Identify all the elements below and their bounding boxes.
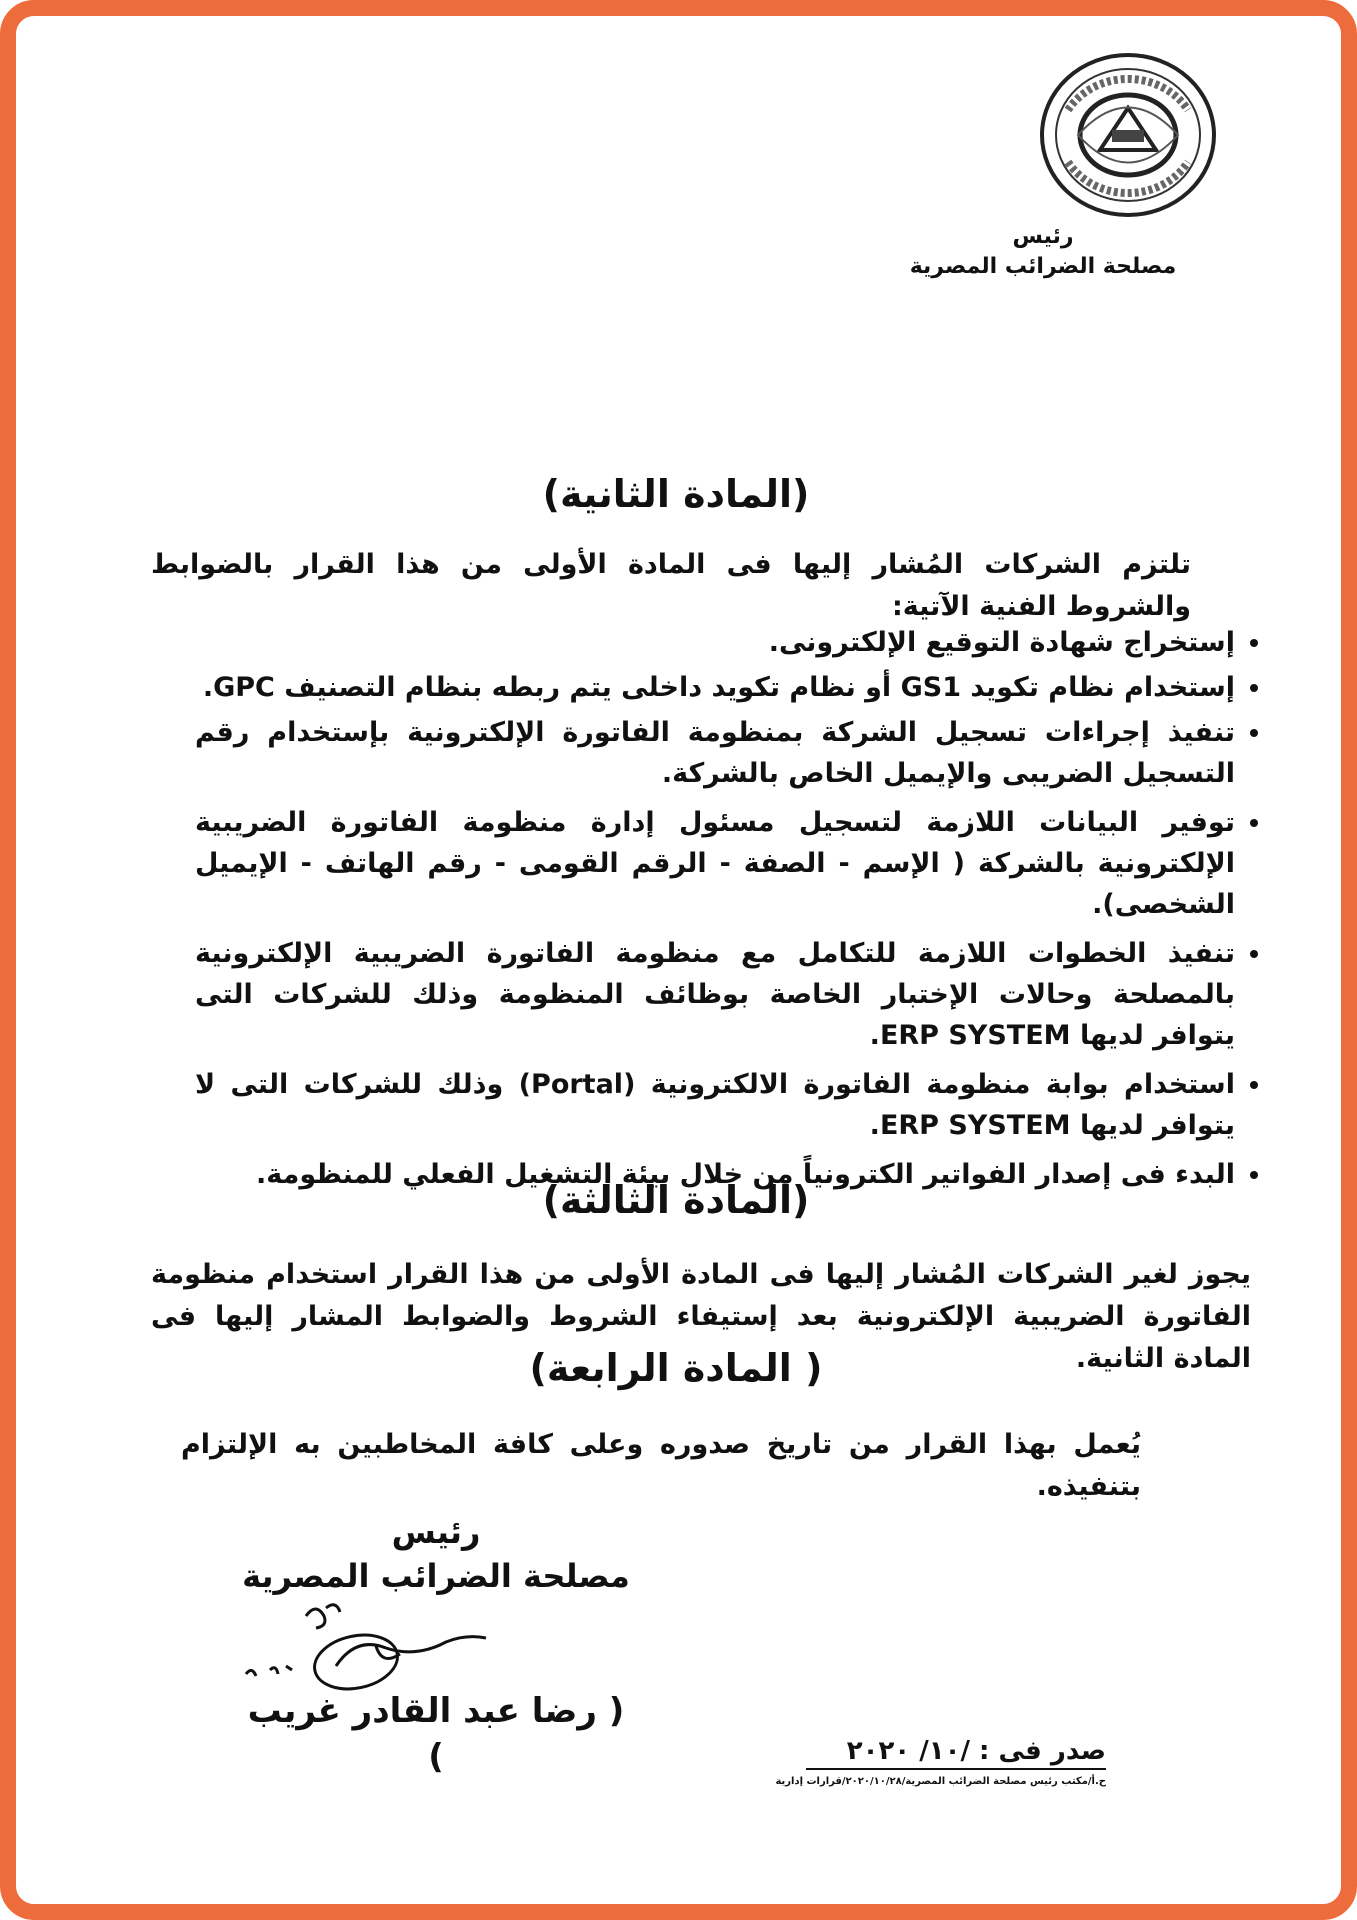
header-title-line1: رئيس <box>1012 224 1074 249</box>
article2-title: (المادة الثانية) <box>542 472 810 516</box>
reference-number: ح.أ/مكتب رئيس مصلحة الضرائب المصرية/٢٠٢٠/١٠/٢٨/قرارات إدارية <box>775 1776 1106 1787</box>
article3-title: (المادة الثالثة) <box>542 1178 810 1222</box>
list-item: • إستخراج شهادة التوقيع الإلكترونى. <box>195 622 1235 663</box>
list-item: • إستخدام نظام تكويد GS1 أو نظام تكويد داخلى يتم ربطه بنظام التصنيف GPC. <box>195 667 1235 708</box>
issue-date: صدر فى : /١٠/ ٢٠٢٠ <box>806 1736 1106 1770</box>
header-title <box>893 222 1193 282</box>
article4-title: ( المادة الرابعة) <box>529 1346 823 1390</box>
signature-title-line2: مصلحة الضرائب المصرية <box>242 1557 630 1595</box>
list-item: • توفير البيانات اللازمة لتسجيل مسئول إدارة منظومة الفاتورة الضريبية الإلكترونية بالشركة ( الإسم - الصفة - الرقم القومى - رقم الهاتف - الإيميل الشخصى). <box>195 802 1235 925</box>
article4-text: يُعمل بهذا القرار من تاريخ صدوره وعلى كافة المخاطبين به الإلتزام بتنفيذه. <box>181 1429 1141 1502</box>
list-item: • استخدام بوابة منظومة الفاتورة الالكترونية (Portal) وذلك للشركات التى لا يتوافر لديها ERP SYSTEM. <box>195 1064 1235 1146</box>
article3-text: يجوز لغير الشركات المُشار إليها فى المادة الأولى من هذا القرار استخدام منظومة الفاتورة الضريبية الإلكترونية بعد إستيفاء الشروط والضوابط المشار إليها فى المادة الثانية. <box>151 1259 1251 1374</box>
document-page <box>16 16 1341 1904</box>
list-item: • تنفيذ إجراءات تسجيل الشركة بمنظومة الفاتورة الإلكترونية بإستخدام رقم التسجيل الضريبى والإيميل الخاص بالشركة. <box>195 712 1235 794</box>
article2-intro: تلتزم الشركات المُشار إليها فى المادة الأولى من هذا القرار بالضوابط والشروط الفنية الآتية: <box>151 549 1191 622</box>
article2-conditions-list <box>195 622 1271 1203</box>
signature-title-line1: رئيس <box>391 1513 481 1551</box>
header-title-line2: مصلحة الضرائب المصرية <box>909 254 1177 279</box>
list-item: • البدء فى إصدار الفواتير الكترونياً من خلال بيئة التشغيل الفعلي للمنظومة. <box>195 1154 1235 1195</box>
list-item: • تنفيذ الخطوات اللازمة للتكامل مع منظومة الفاتورة الضريبية الإلكترونية بالمصلحة وحالات الإختبار الخاصة بوظائف المنظومة وذلك للشركات التى يتوافر لديها ERP SYSTEM. <box>195 933 1235 1056</box>
handwritten-signature-icon <box>226 1596 526 1706</box>
ministry-seal-icon <box>1038 50 1218 220</box>
signatory-name: ( رضا عبد القادر غريب ) <box>247 1691 625 1777</box>
